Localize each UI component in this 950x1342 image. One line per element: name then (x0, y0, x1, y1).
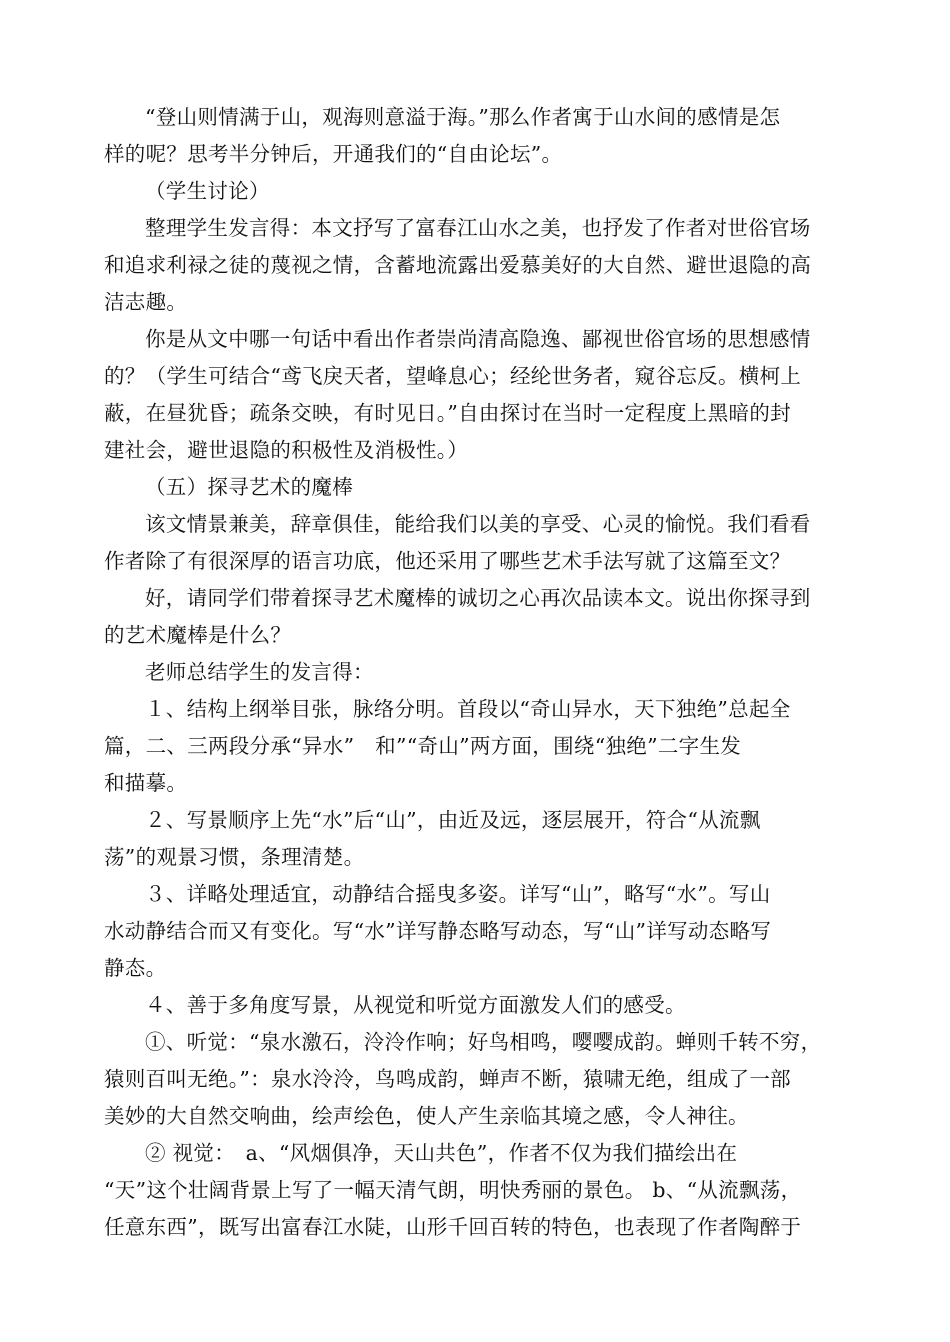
paragraph-line: 建社会，避世退隐的积极性及消极性。） (104, 438, 469, 462)
paragraph-line: “天”这个壮阔背景上写了一幅天清气朗，明快秀丽的景色。 b、“从流飘荡， (104, 1178, 802, 1202)
paragraph-line: 你是从文中哪一句话中看出作者崇尚清高隐逸、鄙视世俗官场的思想感情 (145, 327, 811, 351)
paragraph-line: 美妙的大自然交响曲，绘声绘色，使人产生亲临其境之感，令人神往。 (104, 1104, 749, 1128)
paragraph-line: “登山则情满于山，观海则意溢于海。”那么作者寓于山水间的感情是怎 (145, 105, 781, 129)
paragraph-line: 洁志趣。 (104, 290, 188, 314)
paragraph-line: 和追求利禄之徒的蔑视之情，含蓄地流露出爱慕美好的大自然、避世退隐的高 (104, 253, 812, 277)
paragraph-line: 老师总结学生的发言得： (145, 660, 374, 684)
paragraph-line: 的艺术魔棒是什么？ (104, 623, 292, 647)
list-item-4: ４、善于多角度写景，从视觉和听觉方面激发人们的感受。 (145, 993, 686, 1017)
paragraph-line: 水动静结合而又有变化。写“水”详写静态略写动态，写“山”详写动态略写 (104, 919, 772, 943)
list-item-2: ２、写景顺序上先“水”后“山”，由近及远，逐层展开，符合“从流飘 (145, 808, 761, 832)
paragraph-line: 作者除了有很深厚的语言功底，他还采用了哪些艺术手法写就了这篇至文？ (104, 549, 791, 573)
paragraph-line: 静态。 (104, 956, 167, 980)
paragraph-line: 荡”的观景习惯，条理清楚。 (104, 845, 365, 869)
section-note: （学生讨论） (145, 179, 270, 203)
paragraph-line: 蔽，在昼犹昏；疏条交映，有时见日。”自由探讨在当时一定程度上黑暗的封 (104, 401, 791, 425)
paragraph-line: 篇，二、三两段分承“异水” 和”“奇山”两方面，围绕“独绝”二字生发 (104, 734, 742, 758)
paragraph-line: 该文情景兼美，辞章俱佳，能给我们以美的享受、心灵的愉悦。我们看看 (145, 512, 811, 536)
sub-item-hearing: ①、听觉：“泉水激石，泠泠作响；好鸟相鸣，嘤嘤成韵。蝉则千转不穷， (145, 1030, 822, 1054)
paragraph-line: 猿则百叫无绝。”：泉水泠泠，鸟鸣成韵，蝉声不断，猿啸无绝，组成了一部 (104, 1067, 791, 1091)
list-item-1: １、结构上纲举目张，脉络分明。首段以“奇山异水，天下独绝”总起全 (145, 697, 791, 721)
paragraph-line: 和描摹。 (104, 771, 188, 795)
paragraph-line: 任意东西”，既写出富春江水陡，山形千回百转的特色，也表现了作者陶醉于 (104, 1215, 802, 1239)
paragraph-line: 的？（学生可结合“鸢飞戾天者，望峰息心；经纶世务者，窥谷忘反。横柯上 (104, 364, 802, 388)
section-heading: （五）探寻艺术的魔棒 (145, 475, 353, 499)
list-item-3: ３、详略处理适宜，动静结合摇曳多姿。详写“山”，略写“水”。写山 (145, 882, 771, 906)
paragraph-line: 整理学生发言得：本文抒写了富春江山水之美，也抒发了作者对世俗官场 (145, 216, 811, 240)
paragraph-line: 样的呢？思考半分钟后，开通我们的“自由论坛”。 (104, 142, 563, 166)
paragraph-line: 好，请同学们带着探寻艺术魔棒的诚切之心再次品读本文。说出你探寻到 (145, 586, 811, 610)
sub-item-vision: ② 视觉： a、“风烟俱净，天山共色”，作者不仅为我们描绘出在 (145, 1141, 738, 1165)
